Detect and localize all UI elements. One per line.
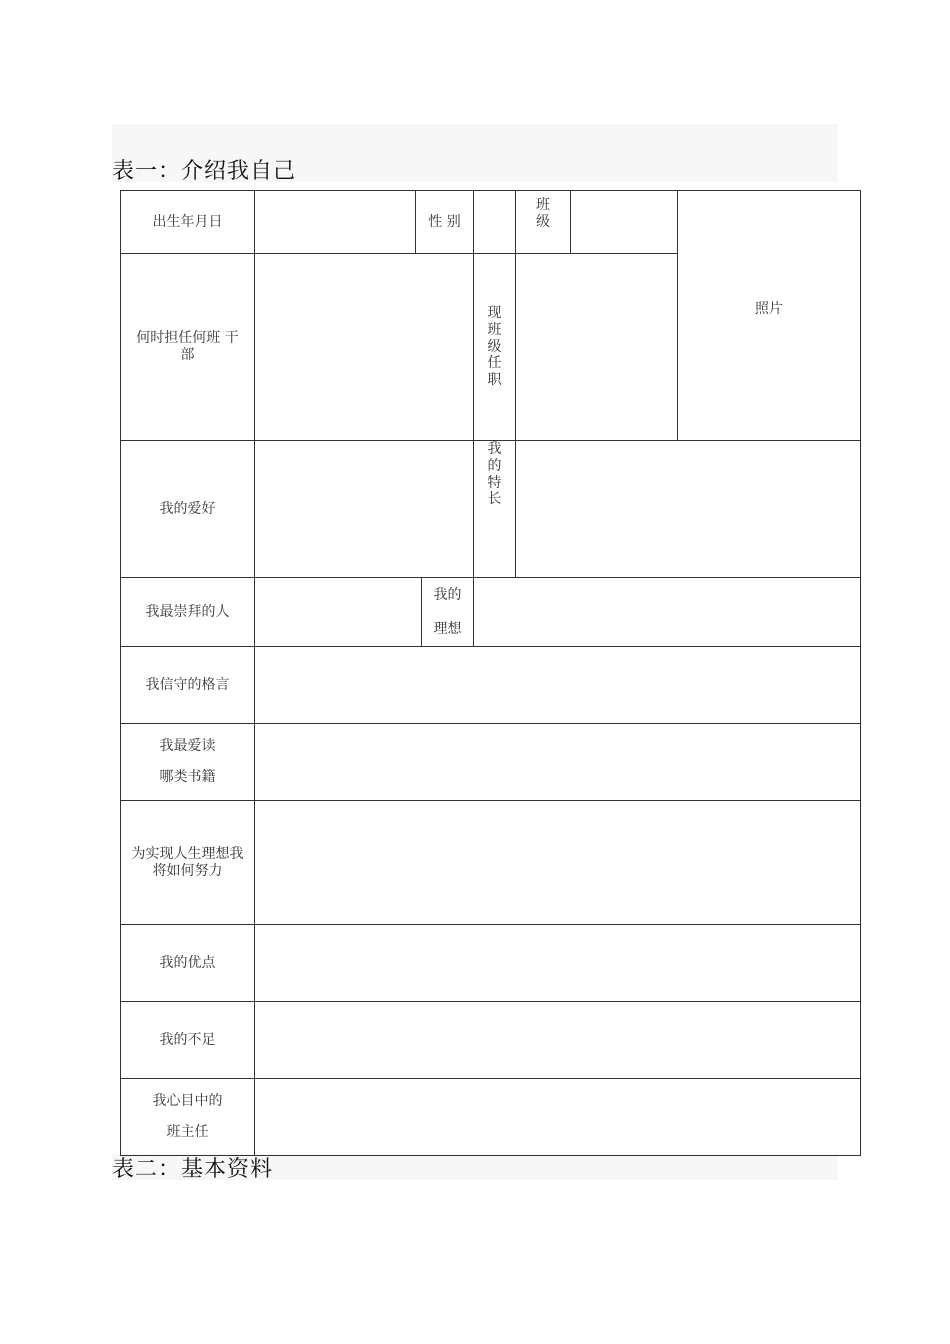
books-label: 我最爱读 哪类书籍 [121,724,255,801]
ideal-teacher-field[interactable] [255,1079,861,1156]
ideal-teacher-label: 我心目中的 班主任 [121,1079,255,1156]
ideal-label: 我的 理想 [422,578,474,647]
class-label: 班 级 [516,191,571,254]
specialty-label: 我 的 特 长 [474,441,516,578]
current-post-field[interactable] [516,254,678,441]
row-teacher [121,1079,861,1156]
row-motto [121,647,861,724]
strengths-label: 我的优点 [121,925,255,1002]
birth-date-field[interactable] [255,191,474,254]
hobby-field[interactable] [255,441,474,578]
hobby-label: 我的爱好 [121,441,255,578]
table1-title: 表一：介绍我自己 [112,159,297,184]
row-weaknesses [121,1002,861,1079]
ideal-field[interactable] [474,578,861,647]
specialty-field[interactable] [516,441,861,578]
idol-label: 我最崇拜的人 [121,578,255,647]
row-hobby [121,441,861,578]
books-field[interactable] [255,724,861,801]
class-field[interactable] [571,191,678,254]
row-birth [121,191,861,254]
photo-box[interactable]: 照片 [678,191,861,441]
birth-date-label: 出生年月日 [121,191,255,254]
strengths-field[interactable] [255,925,861,1002]
row-books [121,724,861,801]
motto-label: 我信守的格言 [121,647,255,724]
table2-title: 表二：基本资料 [112,1157,274,1182]
cadre-history-label: 何时担任何班 干 部 [121,254,255,441]
cadre-history-field[interactable] [255,254,474,441]
current-post-label: 现 班 级 任 职 [474,254,516,441]
idol-field[interactable] [255,578,422,647]
self-introduction-table [120,190,861,1156]
effort-label: 为实现人生理想我 将如何努力 [121,801,255,925]
gender-label: 性 别 [415,191,473,253]
effort-field[interactable] [255,801,861,925]
row-effort [121,801,861,925]
gender-field[interactable] [474,191,516,254]
weaknesses-field[interactable] [255,1002,861,1079]
row-strengths [121,925,861,1002]
motto-field[interactable] [255,647,861,724]
weaknesses-label: 我的不足 [121,1002,255,1079]
row-idol [121,578,861,647]
